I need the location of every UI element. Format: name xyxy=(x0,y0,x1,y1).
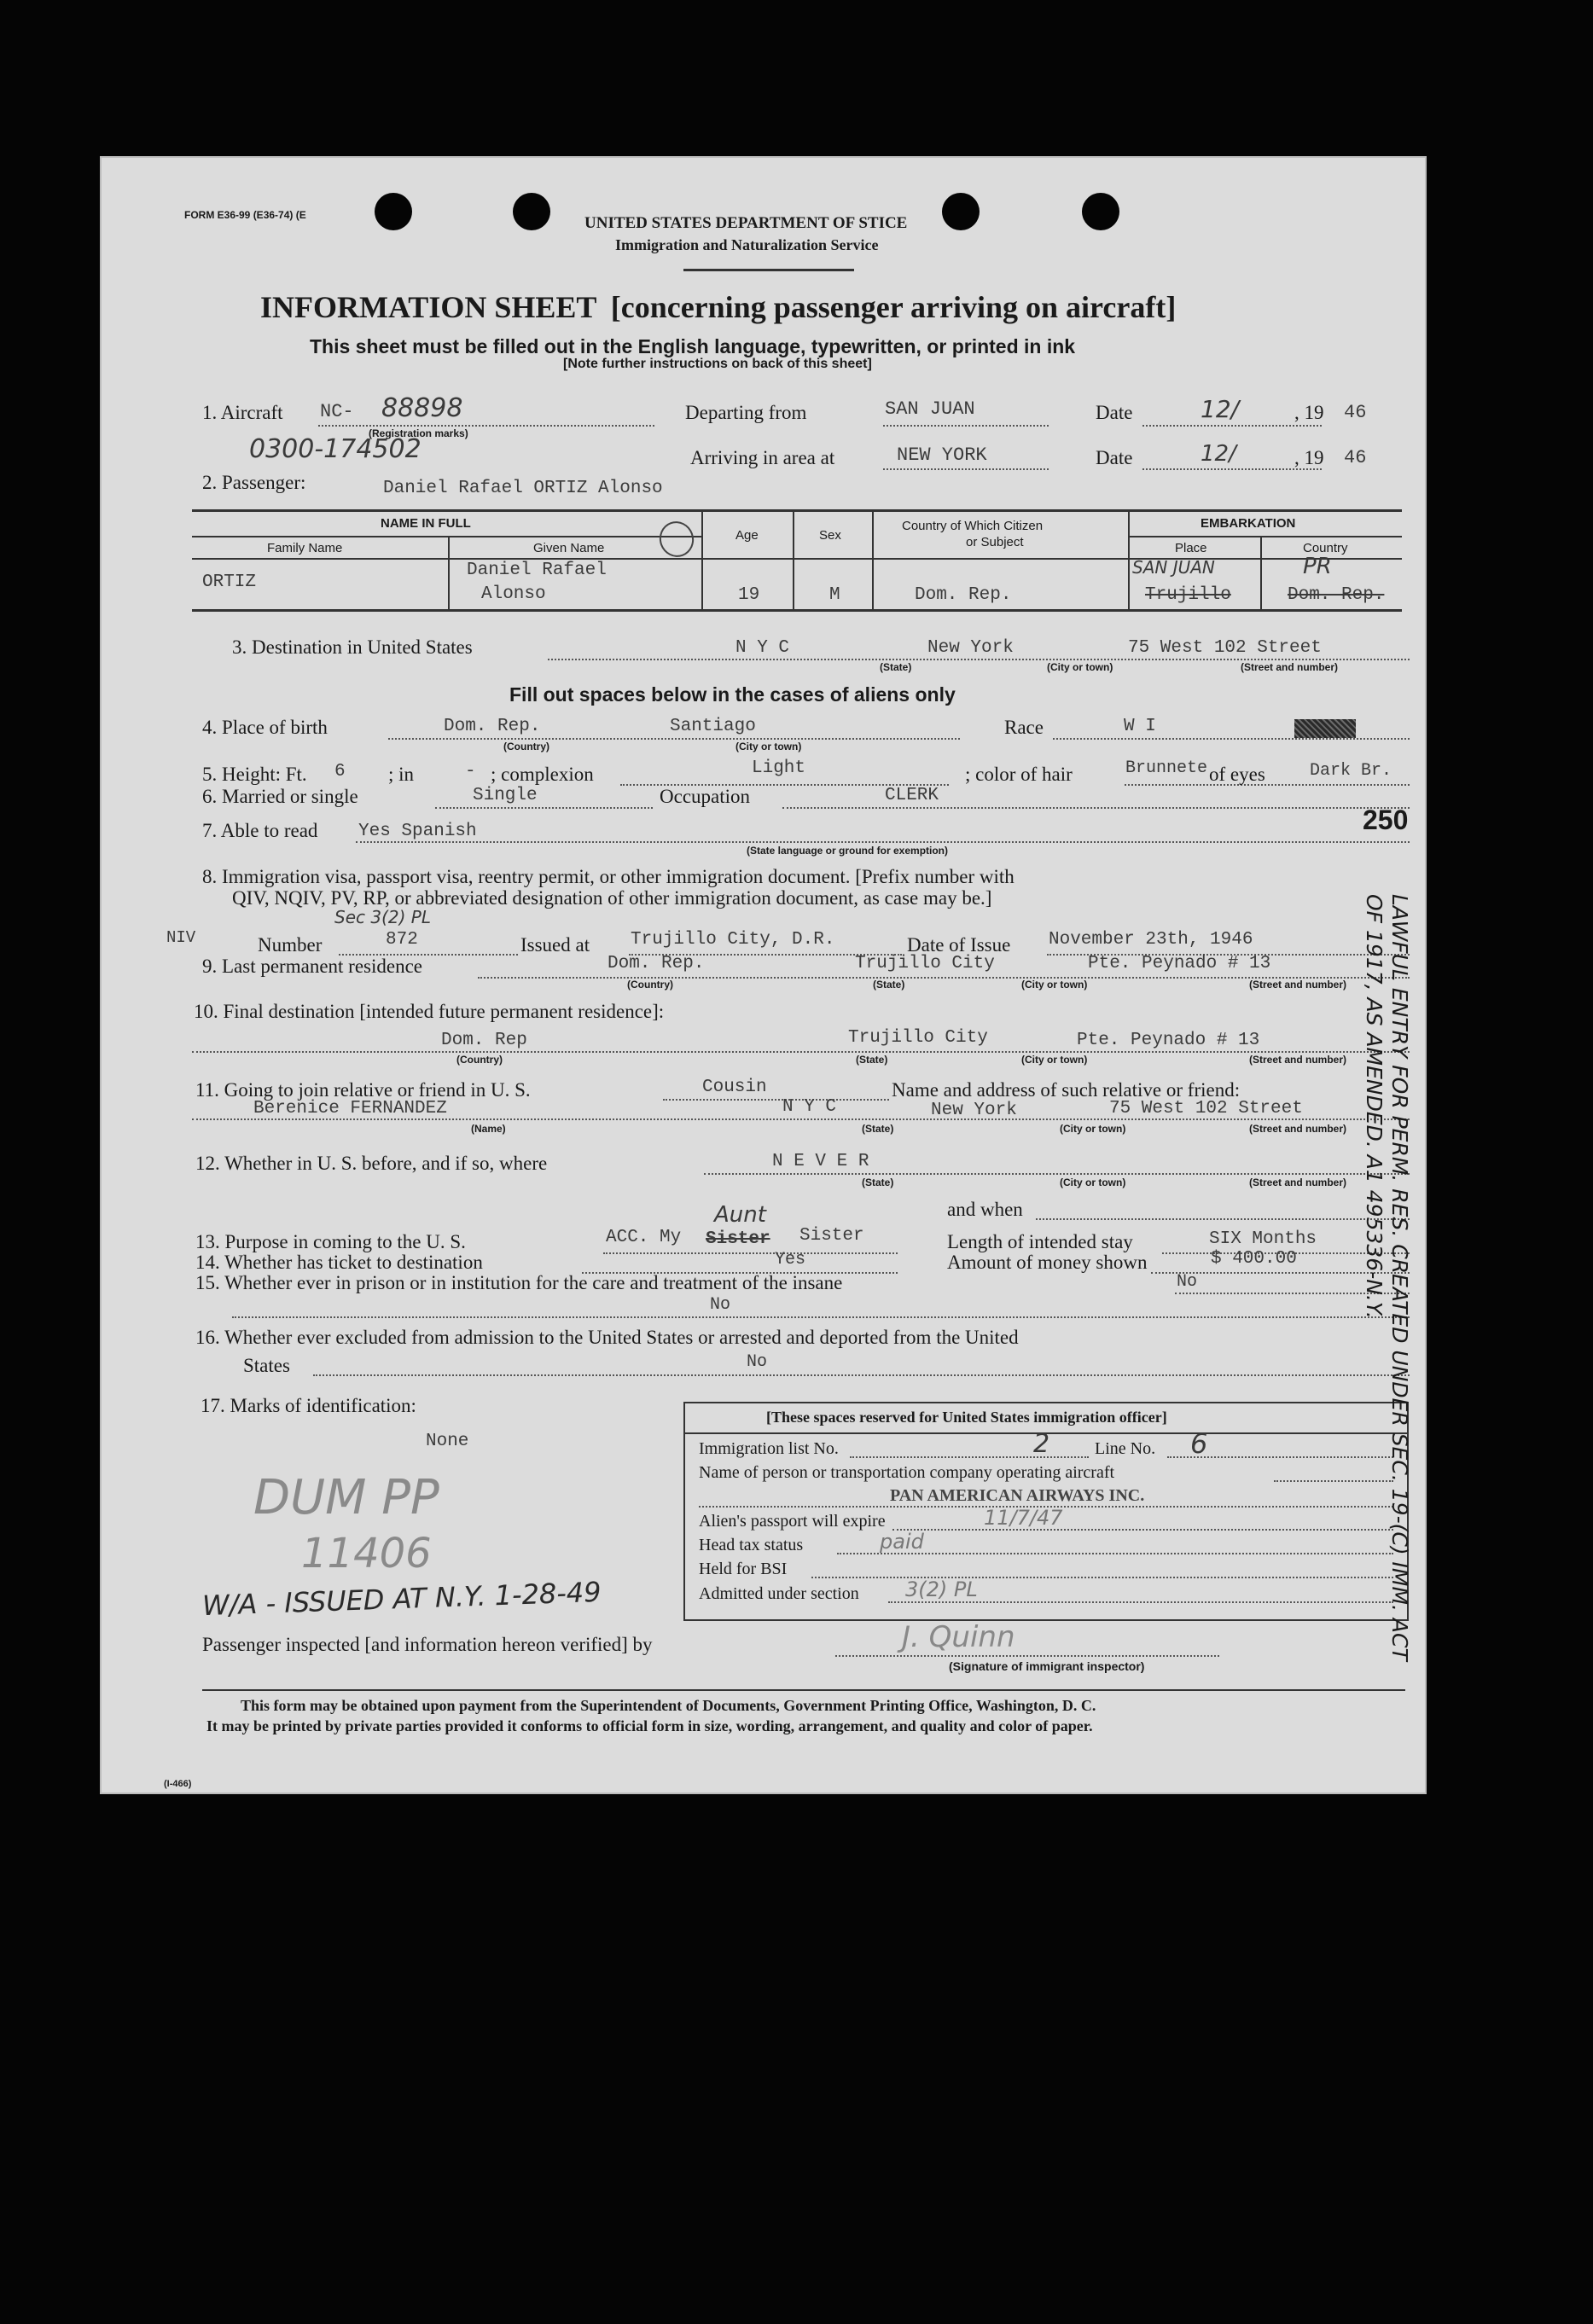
issued-at-value: Trujillo City, D.R. xyxy=(631,930,835,950)
height-label: 5. Height: Ft. xyxy=(202,764,307,785)
depart-date-label: Date xyxy=(1096,402,1133,423)
and-when-line xyxy=(1036,1218,1410,1220)
subtitle-text: [concerning passenger arriving on aircraft] xyxy=(610,290,1177,324)
street-caption: (Street and number) xyxy=(1249,1054,1347,1066)
arriving-value: NEW YORK xyxy=(897,444,987,466)
height-in-value: - xyxy=(465,762,476,781)
table-col-divider xyxy=(872,509,874,609)
last-street: Pte. Peynado # 13 xyxy=(1088,954,1271,973)
given-name-circle-mark xyxy=(654,516,699,561)
title-text: INFORMATION SHEET xyxy=(260,290,596,324)
read-line xyxy=(356,841,1410,843)
punch-hole xyxy=(942,193,980,230)
state-caption: (State) xyxy=(873,979,905,991)
departing-line xyxy=(883,425,1049,427)
age-header: Age xyxy=(735,528,759,543)
line-no-value: 6 xyxy=(1190,1427,1208,1460)
complexion-label: ; complexion xyxy=(491,764,594,785)
in-us-before-label: 12. Whether in U. S. before, and if so, where xyxy=(195,1153,548,1174)
held-bsi-label: Held for BSI xyxy=(699,1560,788,1578)
ticket-label: 14. Whether has ticket to destination xyxy=(195,1252,483,1273)
table-col-divider xyxy=(701,509,703,609)
department-name: UNITED STATES DEPARTMENT OF STICE xyxy=(584,214,908,232)
purpose-line xyxy=(603,1252,898,1254)
in-us-before-value: N E V E R xyxy=(772,1152,869,1171)
relative-address-line xyxy=(192,1118,1410,1120)
name-caption: (Name) xyxy=(471,1123,506,1135)
table-sub-rule-right xyxy=(1128,536,1402,537)
destination-street: 75 West 102 Street xyxy=(1128,638,1322,658)
city-caption: (City or town) xyxy=(735,741,802,752)
final-country: Dom. Rep xyxy=(441,1031,527,1050)
signature-line xyxy=(835,1655,1219,1657)
length-stay-value: SIX Months xyxy=(1209,1229,1317,1249)
city-caption: (City or town) xyxy=(1047,661,1113,673)
passport-expire-label: Alien's passport will expire xyxy=(699,1512,886,1531)
city-caption: (City or town) xyxy=(1060,1123,1126,1135)
visa-prefix: NIV xyxy=(166,928,196,947)
table-bottom-rule xyxy=(192,609,1402,612)
admitted-line xyxy=(888,1601,1393,1603)
country-header: Country xyxy=(1303,541,1348,555)
punch-hole xyxy=(513,193,550,230)
embark-country-handwritten: PR xyxy=(1303,554,1332,579)
margin-number: 250 xyxy=(1363,805,1409,835)
race-label: Race xyxy=(1004,717,1044,738)
arriving-label: Arriving in area at xyxy=(690,447,835,468)
family-name-header: Family Name xyxy=(267,541,343,555)
held-bsi-line xyxy=(811,1577,1393,1578)
final-street: Pte. Peynado # 13 xyxy=(1077,1031,1260,1050)
aliens-only-heading: Fill out spaces below in the cases of aliens only xyxy=(509,683,956,706)
visa-handwritten-note: Sec 3(2) PL xyxy=(334,907,431,927)
inspector-signature: J. Quinn xyxy=(902,1620,1015,1654)
table-top-rule xyxy=(192,509,1402,512)
city-caption: (City or town) xyxy=(1021,1054,1088,1066)
money-label: Amount of money shown xyxy=(947,1252,1148,1273)
information-sheet xyxy=(100,156,1427,1794)
prison-value: No xyxy=(1177,1272,1198,1292)
country-caption: (Country) xyxy=(503,741,549,752)
head-tax-value: paid xyxy=(880,1530,924,1554)
place-header: Place xyxy=(1175,541,1207,555)
signature-caption: (Signature of immigrant inspector) xyxy=(949,1659,1145,1673)
married-value: Single xyxy=(473,786,538,805)
destination-state: N Y C xyxy=(735,638,790,658)
citizen-value: Dom. Rep. xyxy=(915,585,1012,605)
state-caption: (State) xyxy=(862,1177,894,1188)
departing-label: Departing from xyxy=(685,402,807,423)
embark-country-struck: Dom. Rep. xyxy=(1288,585,1385,605)
city-caption: (City or town) xyxy=(1021,979,1088,991)
last-city: Trujillo City xyxy=(855,954,995,973)
admitted-value: 3(2) PL xyxy=(905,1577,978,1601)
street-caption: (Street and number) xyxy=(1249,1177,1347,1188)
relative-type: Cousin xyxy=(702,1078,767,1097)
passport-expire-value: 11/7/47 xyxy=(984,1506,1063,1530)
family-name-value: ORTIZ xyxy=(202,572,257,592)
excluded-label-1: 16. Whether ever excluded from admission to the United States or arrested and deported from the United xyxy=(195,1327,1019,1348)
married-line xyxy=(435,807,653,809)
table-col-divider xyxy=(1260,536,1262,609)
wa-issued-note: W/A - ISSUED AT N.Y. 1-28-49 xyxy=(201,1575,602,1623)
state-caption: (State) xyxy=(862,1123,894,1135)
officer-box-header: [These spaces reserved for United States immigration officer] xyxy=(766,1409,1167,1426)
final-destination-line xyxy=(192,1051,1410,1053)
aircraft-label: 1. Aircraft xyxy=(202,402,283,423)
visa-text-1: 8. Immigration visa, passport visa, reentry permit, or other immigration document. [Prefix number with xyxy=(202,866,1015,887)
margin-note-text: LAWFUL ENTRY FOR PERM. RES. CREATED UNDER SEC. 19-(C) IMM. ACT OF 1917, AS AMENDED. A1 495336-N.Y. xyxy=(1362,894,1412,1661)
eyes-value: Dark Br. xyxy=(1310,761,1392,781)
name-in-full-header: NAME IN FULL xyxy=(381,516,471,531)
country-caption: (Country) xyxy=(627,979,673,991)
embarkation-header: EMBARKATION xyxy=(1201,516,1296,531)
going-to-join-label: 11. Going to join relative or friend in U. S. xyxy=(195,1079,531,1101)
issue-date-label: Date of Issue xyxy=(907,934,1011,956)
prison-line-2 xyxy=(232,1316,1410,1318)
last-residence-label: 9. Last permanent residence xyxy=(202,956,422,977)
table-col-divider xyxy=(793,509,794,609)
street-caption: (Street and number) xyxy=(1249,979,1347,991)
aircraft-number: 88898 xyxy=(381,393,463,423)
table-col-divider xyxy=(1128,509,1130,609)
imm-list-value: 2 xyxy=(1033,1429,1050,1459)
fill-instruction: This sheet must be filled out in the English language, typewritten, or printed in ink xyxy=(310,335,1076,357)
relative-state: N Y C xyxy=(782,1097,837,1117)
arrive-date-label: Date xyxy=(1096,447,1133,468)
complexion-value: Light xyxy=(752,758,806,778)
money-value: $ 400.00 xyxy=(1211,1249,1297,1269)
race-value: W I xyxy=(1124,717,1156,736)
embark-place-handwritten: SAN JUAN xyxy=(1132,557,1215,578)
street-caption: (Street and number) xyxy=(1249,1123,1347,1135)
race-line xyxy=(1053,738,1410,740)
state-caption: (State) xyxy=(880,661,912,673)
height-in-label: ; in xyxy=(388,764,415,785)
excluded-label-2: States xyxy=(243,1355,290,1376)
destination-label: 3. Destination in United States xyxy=(232,636,473,658)
birth-city: Santiago xyxy=(670,717,756,736)
service-name: Immigration and Naturalization Service xyxy=(615,236,879,253)
file-number: 0300-174502 xyxy=(249,434,422,464)
prison-value-2: No xyxy=(710,1295,731,1315)
stamp-number: 11406 xyxy=(301,1530,432,1577)
marks-value: None xyxy=(426,1432,469,1451)
admitted-label: Admitted under section xyxy=(699,1584,859,1603)
hair-label: ; color of hair xyxy=(965,764,1073,785)
street-caption: (Street and number) xyxy=(1241,661,1339,673)
state-caption: (State) xyxy=(856,1054,888,1066)
purpose-struck: Sister xyxy=(706,1229,770,1249)
destination-line xyxy=(548,659,1410,660)
birth-line xyxy=(388,738,960,740)
length-stay-label: Length of intended stay xyxy=(947,1231,1133,1252)
final-destination-label: 10. Final destination [intended future permanent residence]: xyxy=(194,1001,665,1022)
sex-header: Sex xyxy=(819,528,841,543)
in-us-before-line xyxy=(704,1173,1410,1175)
passenger-name: Daniel Rafael ORTIZ Alonso xyxy=(383,479,663,498)
purpose-label: 13. Purpose in coming to the U. S. xyxy=(195,1231,466,1252)
inspected-label: Passenger inspected [and information hereon verified] by xyxy=(202,1634,653,1655)
final-city: Trujillo City xyxy=(848,1028,988,1048)
name-address-label: Name and address of such relative or friend: xyxy=(892,1079,1241,1101)
table-sub-rule xyxy=(192,536,701,537)
subject-header: or Subject xyxy=(966,535,1024,549)
read-label: 7. Able to read xyxy=(202,820,318,841)
line-no-label: Line No. xyxy=(1095,1439,1156,1458)
embark-place-struck: Trujillo xyxy=(1145,585,1231,605)
purpose-value-2: Sister xyxy=(799,1226,864,1246)
married-label: 6. Married or single xyxy=(202,786,358,807)
marks-label: 17. Marks of identification: xyxy=(201,1395,416,1416)
given-name-value-2: Alonso xyxy=(481,584,546,604)
excluded-value: No xyxy=(747,1352,768,1372)
city-caption: (City or town) xyxy=(1060,1177,1126,1188)
given-name-header: Given Name xyxy=(533,541,605,555)
company-label: Name of person or transportation company operating aircraft xyxy=(699,1463,1115,1482)
depart-date: 12/ xyxy=(1201,395,1240,423)
visa-text-2: QIV, NQIV, PV, RP, or abbreviated designation of other immigration document, as case may be.] xyxy=(232,887,992,909)
language-caption: (State language or ground for exemption) xyxy=(747,845,949,857)
form-code: (I-466) xyxy=(164,1779,192,1789)
height-ft-value: 6 xyxy=(334,762,346,781)
departing-value: SAN JUAN xyxy=(885,398,975,420)
relative-name: Berenice FERNANDEZ xyxy=(253,1099,447,1118)
sex-value: M xyxy=(829,585,840,605)
depart-date-line xyxy=(1142,425,1322,427)
occupation-value: CLERK xyxy=(885,786,939,805)
occupation-line xyxy=(782,807,1410,809)
birth-label: 4. Place of birth xyxy=(202,717,328,738)
destination-city: New York xyxy=(927,638,1014,658)
issue-date-value: November 23th, 1946 xyxy=(1049,930,1253,950)
purpose-handwritten: Aunt xyxy=(714,1202,766,1228)
aircraft-line xyxy=(318,425,654,427)
citizen-header: Country of Which Citizen xyxy=(902,519,1044,533)
arrive-year: 46 xyxy=(1344,447,1367,468)
number-label: Number xyxy=(258,934,323,956)
arriving-line xyxy=(883,468,1049,470)
header-rule xyxy=(683,269,854,271)
relative-street: 75 West 102 Street xyxy=(1109,1099,1303,1118)
eyes-label: of eyes xyxy=(1209,764,1265,785)
and-when-label: and when xyxy=(947,1199,1023,1220)
arrive-date: 12/ xyxy=(1201,441,1236,467)
hair-line xyxy=(1125,784,1410,786)
excluded-line xyxy=(313,1374,1410,1376)
footer-rule xyxy=(202,1689,1405,1691)
issued-at-label: Issued at xyxy=(520,934,590,956)
instruction-note: [Note further instructions on back of this sheet] xyxy=(563,357,872,371)
stamp-dum-pp: DUM PP xyxy=(253,1470,439,1525)
purpose-value: ACC. My xyxy=(606,1228,682,1247)
punch-hole xyxy=(375,193,412,230)
last-country: Dom. Rep. xyxy=(608,954,705,973)
footer-text-2: It may be printed by private parties provided it conforms to official form in size, wording, arrangement, and quality and color of paper. xyxy=(206,1717,1093,1734)
page-title xyxy=(260,289,1176,325)
country-caption: (Country) xyxy=(456,1054,503,1066)
relative-city: New York xyxy=(931,1101,1017,1120)
given-name-value-1: Daniel Rafael xyxy=(467,561,607,580)
company-value: PAN AMERICAN AIRWAYS INC. xyxy=(890,1486,1145,1505)
occupation-label: Occupation xyxy=(660,786,751,807)
table-header-rule xyxy=(192,558,1402,560)
aircraft-prefix: NC- xyxy=(320,401,354,422)
relation-line xyxy=(663,1099,889,1101)
imm-list-line xyxy=(850,1456,1089,1458)
read-value: Yes Spanish xyxy=(358,822,477,841)
punch-hole xyxy=(1082,193,1119,230)
redacted-mark xyxy=(1294,719,1356,738)
imm-list-label: Immigration list No. xyxy=(699,1439,839,1458)
arrive-year-label: , 19 xyxy=(1294,447,1324,468)
passport-expire-line xyxy=(892,1529,1393,1531)
age-value: 19 xyxy=(738,585,760,605)
ticket-value: Yes xyxy=(775,1250,806,1269)
visa-number: 872 xyxy=(386,930,418,950)
officer-box xyxy=(683,1402,1409,1621)
passenger-label: 2. Passenger: xyxy=(202,472,306,493)
head-tax-label: Head tax status xyxy=(699,1536,804,1554)
prison-label: 15. Whether ever in prison or in institution for the care and treatment of the insane xyxy=(195,1272,843,1293)
registration-marks-caption: (Registration marks) xyxy=(369,427,468,439)
footer-text-1: This form may be obtained upon payment from the Superintendent of Documents, Government Printing Office, Washington, D. C. xyxy=(241,1697,1096,1714)
form-number: FORM E36-99 (E36-74) (E xyxy=(184,209,306,221)
birth-country: Dom. Rep. xyxy=(444,717,541,736)
depart-year-label: , 19 xyxy=(1294,402,1324,423)
table-col-divider xyxy=(448,536,450,609)
hair-value: Brunnete xyxy=(1125,758,1208,778)
depart-year: 46 xyxy=(1344,402,1367,423)
